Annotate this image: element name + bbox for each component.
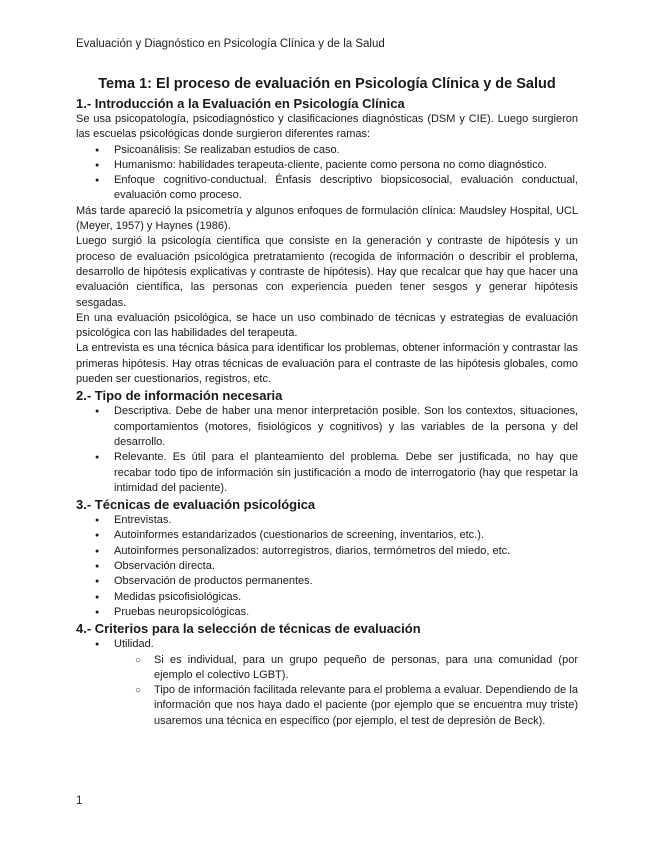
paragraph: Más tarde apareció la psicometría y algunos enfoques de formulación clínica: Maudsley Hospital, UCL (Meyer, 1957) y Haynes (1986). (76, 204, 578, 233)
sub-list-item: ○ Si es individual, para un grupo pequeño de personas, para una comunidad (por ejemplo el colectivo LGBT). (154, 653, 578, 684)
list-item: ● Pruebas neuropsicológicas. (114, 605, 578, 620)
sub-bullet-list (114, 653, 578, 729)
section-heading-tecnicas: 3.- Técnicas de evaluación psicológica (76, 497, 316, 513)
running-header: Evaluación y Diagnóstico en Psicología Clínica y de la Salud (76, 38, 385, 50)
bullet-list (76, 637, 578, 729)
list-item-label: Utilidad. (114, 638, 154, 651)
list-item: ● Enfoque cognitivo-conductual. Énfasis descriptivo biopsicosocial, evaluación conductual, evaluación como proceso. (114, 173, 578, 204)
list-item: ● Psicoanálisis: Se realizaban estudios de caso. (114, 143, 578, 158)
list-item: ● Relevante. Es útil para el planteamiento del problema. Debe ser justificada, no hay que recabar todo tipo de información sin justificación a modo de interrogatorio (hay que respetar la intimidad del paciente). (114, 450, 578, 496)
paragraph: Luego surgió la psicología científica que consiste en la generación y contraste de hipótesis y un proceso de evaluación psicológica pretratamiento (recogida de información o describir el problema, desarrollo de hipótesis explicativas y contraste de hipótesis). Hay que recalcar que hay que hacer una evaluación científica, las personas con experiencia pueden tener sesgos y generar hipótesis sesgadas. (76, 235, 578, 309)
list-item: ● Entrevistas. (114, 513, 578, 528)
section-heading-tipo-informacion: 2.- Tipo de información necesaria (76, 388, 283, 404)
paragraph: En una evaluación psicológica, se hace un uso combinado de técnicas y estrategias de evaluación psicológica con las habilidades del terapeuta. (76, 311, 578, 340)
list-item: ● Autoinformes estandarizados (cuestionarios de screening, inventarios, etc.). (114, 528, 578, 543)
bullet-list (76, 143, 578, 204)
sub-list-item: ○ Tipo de información facilitada relevante para el problema a evaluar. Dependiendo de la información que nos haya dado el paciente (por ejemplo que se encuentra muy triste) usaremos una técnica en específico (por ejemplo, el test de depresión de Beck). (154, 683, 578, 729)
list-item: ● Autoinformes personalizados: autorregistros, diarios, termómetros del miedo, etc. (114, 544, 578, 559)
section-heading-criterios: 4.- Criterios para la selección de técnicas de evaluación (76, 621, 421, 637)
section-heading-introduccion: 1.- Introducción a la Evaluación en Psicología Clínica (76, 96, 405, 111)
document-body (76, 75, 578, 729)
list-item (114, 637, 578, 729)
list-item: ● Descriptiva. Debe de haber una menor interpretación posible. Son los contextos, situaciones, comportamientos (motores, fisiológicos y cognitivos) y las variables de la persona y del desarrollo. (114, 404, 578, 450)
list-item: ● Observación de productos permanentes. (114, 574, 578, 589)
document-title: Tema 1: El proceso de evaluación en Psicología Clínica y de Salud (98, 76, 556, 92)
bullet-list (76, 513, 578, 620)
list-item: ● Humanismo: habilidades terapeuta-cliente, paciente como persona no como diagnóstico. (114, 158, 578, 173)
list-item: ● Medidas psicofisiológicas. (114, 590, 578, 605)
list-item: ● Observación directa. (114, 559, 578, 574)
paragraph: Se usa psicopatología, psicodiagnóstico y clasificaciones diagnósticas (DSM y CIE). Luego surgieron las escuelas psicológicas donde surgieron diferentes ramas: (76, 113, 578, 141)
bullet-list (76, 404, 578, 496)
page-number: 1 (76, 795, 83, 807)
paragraph: La entrevista es una técnica básica para identificar los problemas, obtener información y contrastar las primeras hipótesis. Hay otras técnicas de evaluación para el contraste de las hipótesis globales, como pueden ser cuestionarios, registros, etc. (76, 342, 578, 386)
